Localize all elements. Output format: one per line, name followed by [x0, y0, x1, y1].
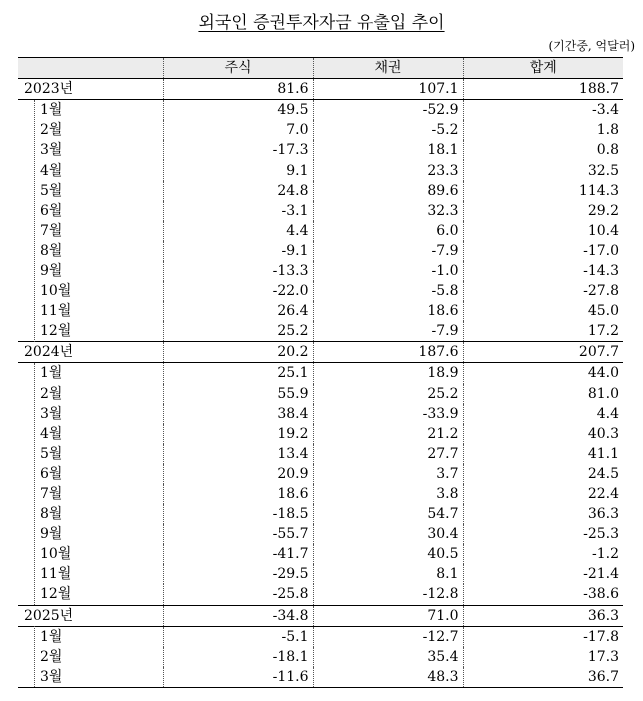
stock-cell: -17.3 — [163, 140, 313, 160]
total-cell: -14.3 — [463, 261, 623, 281]
stock-cell: 20.9 — [163, 464, 313, 484]
total-cell: -17.0 — [463, 241, 623, 261]
stock-cell: 26.4 — [163, 301, 313, 321]
bond-cell: -12.7 — [313, 626, 463, 647]
bond-cell: 18.9 — [313, 363, 463, 384]
period-cell: 3월 — [18, 667, 163, 688]
capital-flow-table — [18, 57, 623, 688]
stock-cell: -25.8 — [163, 584, 313, 605]
month-row — [18, 221, 623, 241]
stock-cell: -55.7 — [163, 524, 313, 544]
period-cell: 9월 — [40, 262, 63, 279]
period-cell: 6월 — [40, 202, 63, 219]
period-cell: 1월 — [40, 628, 63, 645]
header-row — [18, 58, 623, 79]
month-row — [18, 404, 623, 424]
total-cell: 41.1 — [463, 444, 623, 464]
total-cell: -17.8 — [463, 626, 623, 647]
month-group-guide — [34, 626, 35, 687]
total-cell: 4.4 — [463, 404, 623, 424]
header-bond: 채권 — [313, 58, 463, 79]
bond-cell: 89.6 — [313, 181, 463, 201]
total-cell: 36.3 — [463, 504, 623, 524]
stock-cell: 7.0 — [163, 120, 313, 140]
header-period — [18, 58, 163, 79]
year-row — [18, 342, 623, 363]
bond-cell: 3.7 — [313, 464, 463, 484]
stock-cell: 38.4 — [163, 404, 313, 424]
month-row — [18, 464, 623, 484]
month-row — [18, 160, 623, 180]
total-cell: 24.5 — [463, 464, 623, 484]
stock-cell: -22.0 — [163, 281, 313, 301]
stock-cell: -11.6 — [163, 667, 313, 688]
total-cell: 36.7 — [463, 667, 623, 688]
table-body — [18, 79, 623, 688]
month-row — [18, 321, 623, 342]
year-row — [18, 79, 623, 100]
total-cell: 44.0 — [463, 363, 623, 384]
bond-cell: -1.0 — [313, 261, 463, 281]
total-cell: 29.2 — [463, 201, 623, 221]
month-row — [18, 584, 623, 605]
stock-cell: -5.1 — [163, 626, 313, 647]
month-row — [18, 181, 623, 201]
month-row — [18, 484, 623, 504]
month-row — [18, 504, 623, 524]
stock-cell: 24.8 — [163, 181, 313, 201]
total-cell: 207.7 — [463, 342, 623, 363]
total-cell: -1.2 — [463, 544, 623, 564]
total-cell: 40.3 — [463, 424, 623, 444]
period-cell: 4월 — [40, 425, 63, 442]
stock-cell: -29.5 — [163, 564, 313, 584]
stock-cell: -34.8 — [163, 605, 313, 626]
month-row — [18, 140, 623, 160]
month-row — [18, 564, 623, 584]
period-cell: 5월 — [40, 445, 63, 462]
stock-cell: 81.6 — [163, 79, 313, 100]
total-cell: -25.3 — [463, 524, 623, 544]
bond-cell: -7.9 — [313, 241, 463, 261]
month-row — [18, 626, 623, 647]
stock-cell: -3.1 — [163, 201, 313, 221]
header-total: 합계 — [463, 58, 623, 79]
month-row — [18, 363, 623, 384]
month-row — [18, 281, 623, 301]
month-row — [18, 261, 623, 281]
stock-cell: 25.2 — [163, 321, 313, 342]
bond-cell: 8.1 — [313, 564, 463, 584]
bond-cell: 18.6 — [313, 301, 463, 321]
period-cell: 1월 — [40, 365, 63, 382]
stock-cell: -18.1 — [163, 647, 313, 667]
stock-cell: -13.3 — [163, 261, 313, 281]
stock-cell: 25.1 — [163, 363, 313, 384]
stock-cell: -41.7 — [163, 544, 313, 564]
stock-cell: 18.6 — [163, 484, 313, 504]
page-title: 외국인 증권투자자금 유출입 추이 — [198, 13, 445, 33]
total-cell: 17.2 — [463, 321, 623, 342]
stock-cell: -9.1 — [163, 241, 313, 261]
bond-cell: 32.3 — [313, 201, 463, 221]
stock-cell: 49.5 — [163, 100, 313, 121]
month-row — [18, 201, 623, 221]
month-row — [18, 544, 623, 564]
total-cell: 0.8 — [463, 140, 623, 160]
period-cell: 9월 — [40, 526, 63, 543]
bond-cell: 25.2 — [313, 384, 463, 404]
period-cell: 3월 — [40, 142, 63, 159]
bond-cell: 3.8 — [313, 484, 463, 504]
month-group-guide — [34, 100, 35, 342]
bond-cell: -5.2 — [313, 120, 463, 140]
month-row — [18, 524, 623, 544]
period-cell: 8월 — [40, 242, 63, 259]
period-cell: 10월 — [40, 283, 72, 300]
total-cell: 188.7 — [463, 79, 623, 100]
bond-cell: 54.7 — [313, 504, 463, 524]
bond-cell: 35.4 — [313, 647, 463, 667]
stock-cell: 13.4 — [163, 444, 313, 464]
period-cell: 8월 — [40, 506, 63, 523]
period-cell: 1월 — [40, 102, 63, 119]
period-cell: 2월 — [40, 648, 63, 665]
bond-cell: -33.9 — [313, 404, 463, 424]
total-cell: -27.8 — [463, 281, 623, 301]
period-cell: 7월 — [40, 486, 63, 503]
bond-cell: 21.2 — [313, 424, 463, 444]
bond-cell: 187.6 — [313, 342, 463, 363]
bond-cell: 40.5 — [313, 544, 463, 564]
bond-cell: 27.7 — [313, 444, 463, 464]
bond-cell: 48.3 — [313, 667, 463, 688]
period-cell: 2023년 — [18, 79, 163, 100]
total-cell: 114.3 — [463, 181, 623, 201]
total-cell: 1.8 — [463, 120, 623, 140]
period-cell: 12월 — [40, 586, 72, 603]
month-row — [18, 301, 623, 321]
total-cell: 22.4 — [463, 484, 623, 504]
stock-cell: 20.2 — [163, 342, 313, 363]
month-row — [18, 100, 623, 121]
total-cell: 36.3 — [463, 605, 623, 626]
stock-cell: 4.4 — [163, 221, 313, 241]
bond-cell: -5.8 — [313, 281, 463, 301]
total-cell: 17.3 — [463, 647, 623, 667]
bond-cell: -12.8 — [313, 584, 463, 605]
period-cell: 12월 — [40, 323, 72, 340]
stock-cell: 55.9 — [163, 384, 313, 404]
bond-cell: -7.9 — [313, 321, 463, 342]
period-cell: 11월 — [40, 303, 72, 320]
period-cell: 5월 — [40, 182, 63, 199]
bond-cell: 18.1 — [313, 140, 463, 160]
period-cell: 3월 — [40, 405, 63, 422]
month-row — [18, 647, 623, 667]
period-cell: 2월 — [40, 385, 63, 402]
period-cell: 10월 — [40, 546, 72, 563]
bond-cell: 107.1 — [313, 79, 463, 100]
period-cell: 6월 — [40, 465, 63, 482]
month-row — [18, 424, 623, 444]
bond-cell: 23.3 — [313, 160, 463, 180]
period-cell: 2025년 — [18, 605, 163, 626]
month-row — [18, 241, 623, 261]
period-cell: 2024년 — [18, 342, 163, 363]
month-row — [18, 120, 623, 140]
month-row — [18, 444, 623, 464]
month-group-guide — [34, 363, 35, 605]
period-cell: 11월 — [40, 566, 72, 583]
bond-cell: 6.0 — [313, 221, 463, 241]
period-cell: 7월 — [40, 222, 63, 239]
stock-cell: 9.1 — [163, 160, 313, 180]
total-cell: -21.4 — [463, 564, 623, 584]
stock-cell: 19.2 — [163, 424, 313, 444]
total-cell: 10.4 — [463, 221, 623, 241]
total-cell: 32.5 — [463, 160, 623, 180]
year-row — [18, 605, 623, 626]
stock-cell: -18.5 — [163, 504, 313, 524]
period-cell: 4월 — [40, 162, 63, 179]
bond-cell: 71.0 — [313, 605, 463, 626]
period-cell: 2월 — [40, 122, 63, 139]
header-stock: 주식 — [163, 58, 313, 79]
month-row — [18, 384, 623, 404]
total-cell: -3.4 — [463, 100, 623, 121]
total-cell: -38.6 — [463, 584, 623, 605]
total-cell: 81.0 — [463, 384, 623, 404]
bond-cell: -52.9 — [313, 100, 463, 121]
bond-cell: 30.4 — [313, 524, 463, 544]
unit-note: (기간중, 억달러) — [548, 39, 635, 53]
month-row — [18, 667, 623, 688]
total-cell: 45.0 — [463, 301, 623, 321]
